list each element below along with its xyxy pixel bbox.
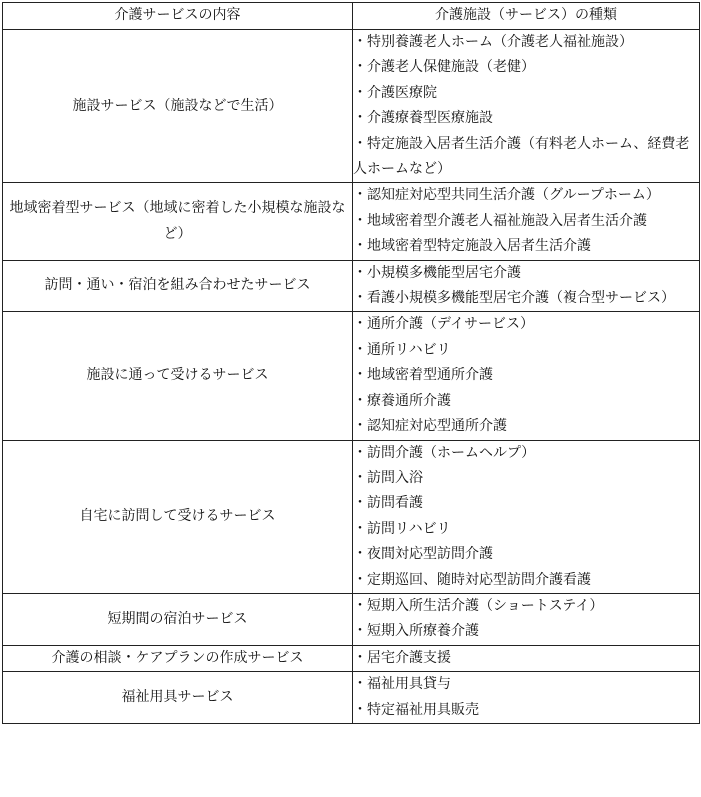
service-item: ・通所介護（デイサービス） (353, 316, 535, 333)
service-list-cell (353, 645, 700, 671)
category-cell: 介護の相談・ケアプランの作成サービス (3, 645, 353, 671)
table-row (3, 312, 700, 440)
service-item: ・福祉用具貸与 (353, 676, 451, 693)
category-cell: 自宅に訪問して受けるサービス (3, 440, 353, 593)
table-row (3, 30, 700, 183)
service-list-cell (353, 260, 700, 312)
category-cell: 訪問・通い・宿泊を組み合わせたサービス (3, 260, 353, 312)
service-item: ・訪問看護 (353, 495, 423, 512)
category-cell: 福祉用具サービス (3, 672, 353, 724)
service-list-cell (353, 440, 700, 593)
service-item: ・短期入所療養介護 (353, 623, 479, 640)
care-services-table (2, 2, 700, 724)
category-cell: 施設サービス（施設などで生活） (3, 30, 353, 183)
service-item: ・介護療養型医療施設 (353, 110, 493, 127)
service-item: ・地域密着型介護老人福祉施設入居者生活介護 (353, 212, 647, 229)
service-item: ・看護小規模多機能型居宅介護（複合型サービス） (353, 290, 675, 307)
table-row (3, 183, 700, 260)
category-cell: 地域密着型サービス（地域に密着した小規模な施設など） (3, 183, 353, 260)
service-item: ・療養通所介護 (353, 392, 451, 409)
service-item: ・短期入所生活介護（ショートステイ） (353, 597, 604, 614)
service-item: ・通所リハビリ (353, 341, 451, 358)
table-row (3, 440, 700, 593)
service-item: ・小規模多機能型居宅介護 (353, 264, 521, 281)
service-item: ・特定施設入居者生活介護（有料老人ホーム、経費老人ホームなど） (353, 135, 690, 178)
service-item: ・介護医療院 (353, 84, 437, 101)
service-item: ・特別養護老人ホーム（介護老人福祉施設） (353, 34, 633, 50)
service-list-cell (353, 30, 700, 183)
service-item: ・定期巡回、随時対応型訪問介護看護 (353, 571, 591, 588)
header-facility-type: 介護施設（サービス）の種類 (353, 3, 700, 30)
service-list-cell (353, 183, 700, 260)
table-header-row (3, 3, 700, 30)
category-cell: 短期間の宿泊サービス (3, 593, 353, 645)
service-item: ・特定福祉用具販売 (353, 701, 479, 718)
category-cell: 施設に通って受けるサービス (3, 312, 353, 440)
service-item: ・介護老人保健施設（老健） (353, 59, 535, 76)
service-item: ・訪問入浴 (353, 469, 423, 486)
service-item: ・地域密着型通所介護 (353, 367, 493, 384)
table-row (3, 672, 700, 724)
service-list-cell (353, 672, 700, 724)
service-item: ・認知症対応型共同生活介護（グループホーム） (353, 187, 660, 204)
service-list-cell (353, 593, 700, 645)
service-item: ・地域密着型特定施設入居者生活介護 (353, 238, 591, 255)
service-list-cell (353, 312, 700, 440)
service-item: ・居宅介護支援 (353, 649, 451, 666)
table-row (3, 593, 700, 645)
table-row (3, 260, 700, 312)
table-row (3, 645, 700, 671)
service-item: ・訪問リハビリ (353, 520, 451, 537)
service-item: ・認知症対応型通所介護 (353, 418, 507, 435)
service-item: ・夜間対応型訪問介護 (353, 546, 493, 563)
header-service-content: 介護サービスの内容 (3, 3, 353, 30)
service-item: ・訪問介護（ホームヘルプ） (353, 444, 536, 461)
